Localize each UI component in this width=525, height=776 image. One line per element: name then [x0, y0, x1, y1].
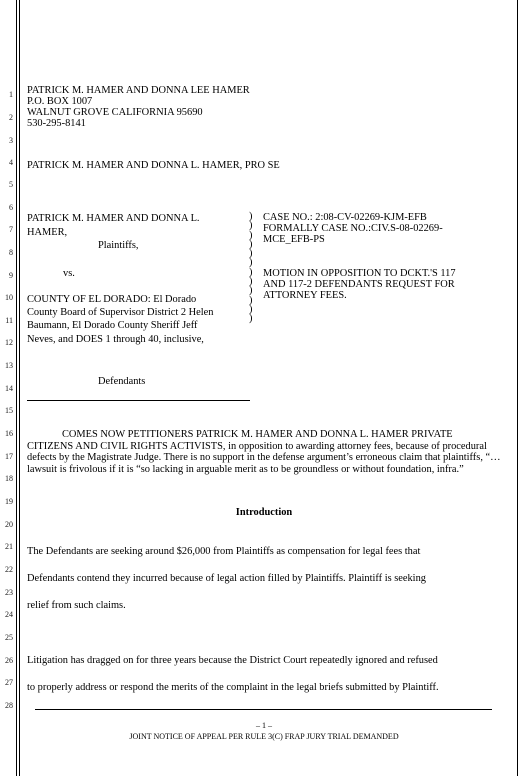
paren: ) [249, 220, 253, 232]
right-margin-rule [517, 0, 518, 776]
line-number: 26 [5, 656, 13, 665]
line-number: 24 [5, 610, 13, 619]
paren: ) [249, 303, 253, 315]
line-number: 20 [5, 520, 13, 529]
paren: ) [249, 248, 253, 260]
line-number: 8 [9, 248, 13, 257]
line-number: 19 [5, 497, 13, 506]
paren: ) [249, 276, 253, 288]
left-margin-rule-inner [19, 0, 20, 776]
former-case-line-2: MCE_EFB-PS [263, 234, 325, 245]
party-phone: 530-295-8141 [27, 118, 86, 129]
line-number: 12 [5, 338, 13, 347]
paren: ) [249, 266, 253, 278]
line-number: 27 [5, 678, 13, 687]
line-number: 3 [9, 136, 13, 145]
line-number: 22 [5, 565, 13, 574]
line-number: 25 [5, 633, 13, 642]
party-name: PATRICK M. HAMER AND DONNA LEE HAMER [27, 85, 250, 96]
line-number: 28 [5, 701, 13, 710]
paren: ) [249, 257, 253, 269]
paragraph-2-line-2: to properly address or respond the merits of the complaint in the legal briefs submitted by Plaintiff. [27, 682, 439, 693]
footer-rule [35, 709, 492, 710]
defendants-label: Defendants [98, 376, 146, 387]
pro-se-line: PATRICK M. HAMER AND DONNA L. HAMER, PRO SE [27, 160, 280, 171]
section-heading: Introduction [235, 507, 293, 518]
line-number: 5 [9, 180, 13, 189]
line-number: 7 [9, 225, 13, 234]
line-number: 6 [9, 203, 13, 212]
party-address-1: P.O. BOX 1007 [27, 96, 93, 107]
paren: ) [249, 285, 253, 297]
former-case-line-1: FORMALLY CASE NO.:CIV.S-08-02269- [263, 223, 443, 234]
line-number: 23 [5, 588, 13, 597]
paren: ) [249, 229, 253, 241]
line-number: 2 [9, 113, 13, 122]
paragraph-1-line-2: Defendants contend they incurred because of legal action filled by Plaintiffs. Plaintiff is seeking [27, 573, 426, 584]
paragraph-1-line-3: relief from such claims. [27, 600, 126, 611]
case-number: CASE NO.: 2:08-CV-02269-KJM-EFB [263, 212, 427, 223]
line-number: 11 [5, 316, 13, 325]
paren: ) [249, 211, 253, 222]
versus-label: vs. [63, 268, 75, 279]
paragraph-2-line-1: Litigation has dragged on for three years because the District Court repeatedly ignored and refused [27, 655, 438, 666]
line-number: 4 [9, 158, 13, 167]
line-number: 16 [5, 429, 13, 438]
caption-parentheses [249, 212, 252, 324]
line-number: 15 [5, 406, 13, 415]
caption-underline [27, 400, 250, 401]
defendants-line-3: Baumann, El Dorado County Sheriff Jeff [27, 320, 198, 331]
plaintiff-names-line-2: HAMER, [27, 227, 68, 238]
left-margin-rule-outer [16, 0, 17, 776]
line-number: 1 [9, 90, 13, 99]
defendants-line-4: Neves, and DOES 1 through 40, inclusive, [27, 334, 204, 345]
line-number: 10 [5, 293, 13, 302]
defendants-line-2: County Board of Supervisor District 2 Helen [27, 307, 214, 318]
line-number: 13 [5, 361, 13, 370]
plaintiffs-label: Plaintiffs, [98, 240, 139, 251]
line-number: 21 [5, 542, 13, 551]
motion-title-line-1: MOTION IN OPPOSITION TO DCKT.'S 117 [263, 268, 456, 279]
intro-paragraph: COMES NOW PETITIONERS PATRICK M. HAMER AND DONNA L. HAMER PRIVATE CITIZENS AND CIVIL RIGHTS ACTIVISTS, in opposition to awarding attorney fees, because of procedural defects by the Magistrate Judge. There is no support in the defense argument’s erroneous claim that plaintiffs, “…lawsuit is frivolous if it is “so lacking in arguable merit as to be groundless or without foundation, infra.” [27, 429, 501, 475]
line-number: 14 [5, 384, 13, 393]
page-number: – 1 – [256, 721, 272, 730]
paren: ) [249, 313, 253, 325]
plaintiff-names-line-1: PATRICK M. HAMER AND DONNA L. [27, 213, 200, 224]
line-number: 18 [5, 474, 13, 483]
motion-title-line-2: AND 117-2 DEFENDANTS REQUEST FOR [263, 279, 455, 290]
paren: ) [249, 238, 253, 250]
footer-title: JOINT NOTICE OF APPEAL PER RULE 3(C) FRAP JURY TRIAL DEMANDED [129, 732, 399, 741]
defendants-line-1: COUNTY OF EL DORADO: El Dorado [27, 294, 197, 305]
paragraph-1-line-1: The Defendants are seeking around $26,000 from Plaintiffs as compensation for legal fees that [27, 546, 421, 557]
paren: ) [249, 294, 253, 306]
party-address-2: WALNUT GROVE CALIFORNIA 95690 [27, 107, 203, 118]
line-number: 9 [9, 271, 13, 280]
motion-title-line-3: ATTORNEY FEES. [263, 290, 347, 301]
line-number: 17 [5, 452, 13, 461]
